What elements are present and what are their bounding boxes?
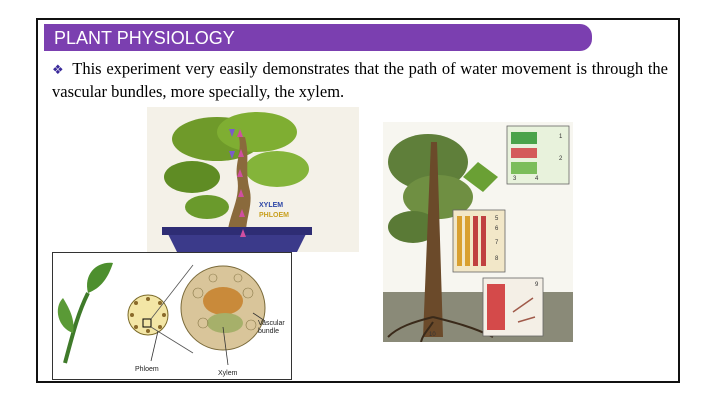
bullet-text: This experiment very easily demonstrates that the path of water movement is through the vascular bundles, more specially, the xylem. xyxy=(52,59,668,101)
label-3: 3 xyxy=(513,176,517,182)
slide-title: PLANT PHYSIOLOGY xyxy=(44,24,245,51)
phloem-diagram-label: Phloem xyxy=(135,366,159,373)
label-9: 9 xyxy=(535,282,539,288)
diamond-bullet-icon: ❖ xyxy=(52,63,65,78)
bonsai-xylem-image xyxy=(147,107,359,252)
bullet-point xyxy=(52,58,668,102)
xylem-diagram-label: Xylem xyxy=(218,370,238,377)
label-2: 2 xyxy=(559,156,563,162)
tree-water-transport-diagram xyxy=(383,122,573,342)
label-8: 8 xyxy=(495,256,499,262)
label-7: 7 xyxy=(495,240,499,246)
label-1: 1 xyxy=(559,134,563,140)
label-4: 4 xyxy=(535,176,539,182)
label-6: 6 xyxy=(495,226,499,232)
xylem-label: XYLEM xyxy=(259,202,284,209)
label-5: 5 xyxy=(495,216,499,222)
phloem-label: PHLOEM xyxy=(259,212,289,219)
stem-cross-section-diagram xyxy=(52,252,292,380)
vascular-bundle-label: Vascular bundle xyxy=(258,320,285,335)
label-10: 10 xyxy=(429,332,436,338)
